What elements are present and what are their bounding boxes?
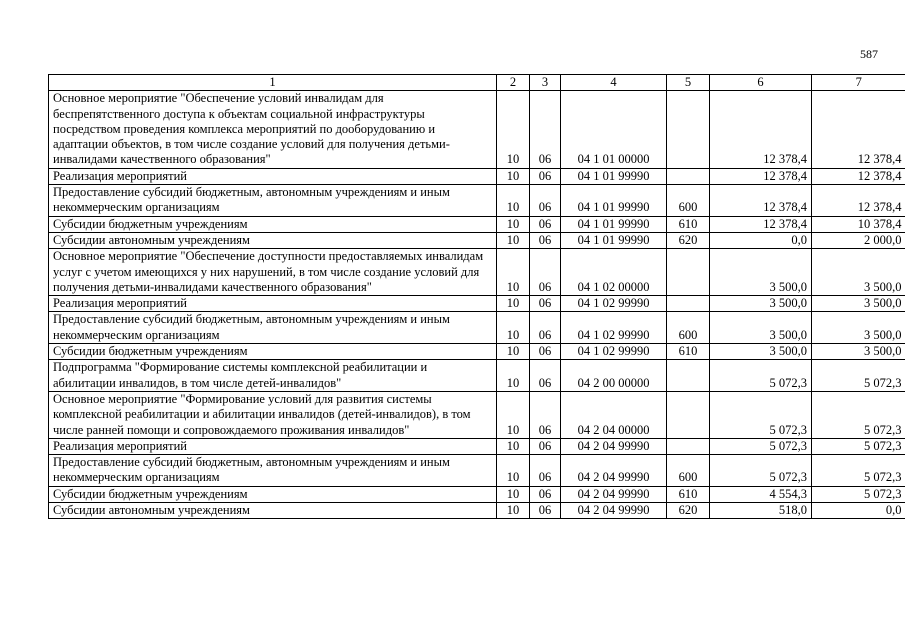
row-name-cell: Субсидии бюджетным учреждениям: [49, 344, 497, 360]
row-amount-2-cell: 5 072,3: [812, 455, 905, 487]
table-row: [49, 216, 905, 232]
row-subsection-cell: 06: [530, 232, 561, 248]
row-target-article-cell: 04 2 04 99990: [561, 455, 667, 487]
row-expense-type-cell: 620: [667, 232, 710, 248]
row-subsection-cell: 06: [530, 216, 561, 232]
row-section-cell: 10: [497, 249, 530, 296]
table-header-row: [49, 75, 905, 91]
row-expense-type-cell: [667, 360, 710, 392]
row-amount-2-cell: 5 072,3: [812, 360, 905, 392]
table-row: [49, 185, 905, 217]
row-target-article-cell: 04 2 04 99990: [561, 503, 667, 519]
table-row: [49, 249, 905, 296]
row-amount-2-cell: 2 000,0: [812, 232, 905, 248]
row-amount-1-cell: 3 500,0: [710, 296, 812, 312]
row-subsection-cell: 06: [530, 503, 561, 519]
row-section-cell: 10: [497, 312, 530, 344]
row-name-cell: Основное мероприятие "Формирование условий для развития системы комплексной реабилитации и абилитации инвалидов (детей-инвалидов), в том числе ранней помощи и сопровождаемого проживания инвалидов": [49, 391, 497, 438]
row-subsection-cell: 06: [530, 312, 561, 344]
table-row: [49, 486, 905, 502]
column-header-7: 7: [812, 75, 905, 91]
row-amount-1-cell: 3 500,0: [710, 312, 812, 344]
table-row: [49, 455, 905, 487]
row-target-article-cell: 04 1 02 99990: [561, 344, 667, 360]
table-row: [49, 344, 905, 360]
row-expense-type-cell: 620: [667, 503, 710, 519]
row-target-article-cell: 04 2 04 99990: [561, 438, 667, 454]
row-subsection-cell: 06: [530, 168, 561, 184]
row-target-article-cell: 04 1 01 99990: [561, 168, 667, 184]
row-section-cell: 10: [497, 486, 530, 502]
row-section-cell: 10: [497, 503, 530, 519]
row-name-cell: Субсидии бюджетным учреждениям: [49, 486, 497, 502]
row-name-cell: Предоставление субсидий бюджетным, автономным учреждениям и иным некоммерческим организациям: [49, 455, 497, 487]
row-subsection-cell: 06: [530, 438, 561, 454]
row-section-cell: 10: [497, 455, 530, 487]
row-amount-1-cell: 0,0: [710, 232, 812, 248]
budget-table-body: [49, 75, 905, 519]
table-row: [49, 312, 905, 344]
row-expense-type-cell: 610: [667, 486, 710, 502]
row-expense-type-cell: 600: [667, 455, 710, 487]
row-amount-1-cell: 12 378,4: [710, 168, 812, 184]
row-amount-1-cell: 12 378,4: [710, 216, 812, 232]
row-section-cell: 10: [497, 438, 530, 454]
page-number: 587: [860, 47, 878, 61]
row-amount-2-cell: 5 072,3: [812, 438, 905, 454]
row-section-cell: 10: [497, 168, 530, 184]
row-section-cell: 10: [497, 91, 530, 168]
row-target-article-cell: 04 2 00 00000: [561, 360, 667, 392]
row-target-article-cell: 04 2 04 99990: [561, 486, 667, 502]
row-expense-type-cell: [667, 168, 710, 184]
row-amount-2-cell: 12 378,4: [812, 185, 905, 217]
row-expense-type-cell: [667, 296, 710, 312]
row-amount-2-cell: 5 072,3: [812, 486, 905, 502]
row-section-cell: 10: [497, 232, 530, 248]
row-amount-2-cell: 5 072,3: [812, 391, 905, 438]
row-name-cell: Основное мероприятие "Обеспечение условий инвалидам для беспрепятственного доступа к объектам социальной инфраструктуры посредством проведения комплекса мероприятий по дооборудованию и адаптации объектов, в том числе создание условий для получения детьми-инвалидами качественного образования": [49, 91, 497, 168]
row-subsection-cell: 06: [530, 391, 561, 438]
row-subsection-cell: 06: [530, 91, 561, 168]
row-subsection-cell: 06: [530, 185, 561, 217]
row-name-cell: Подпрограмма "Формирование системы комплексной реабилитации и абилитации инвалидов, в том числе детей-инвалидов": [49, 360, 497, 392]
table-row: [49, 391, 905, 438]
row-subsection-cell: 06: [530, 344, 561, 360]
row-amount-1-cell: 3 500,0: [710, 249, 812, 296]
row-name-cell: Субсидии автономным учреждениям: [49, 503, 497, 519]
row-name-cell: Реализация мероприятий: [49, 438, 497, 454]
row-amount-1-cell: 5 072,3: [710, 360, 812, 392]
table-row: [49, 438, 905, 454]
row-expense-type-cell: [667, 438, 710, 454]
row-subsection-cell: 06: [530, 486, 561, 502]
row-amount-2-cell: 3 500,0: [812, 312, 905, 344]
row-section-cell: 10: [497, 391, 530, 438]
row-amount-2-cell: 0,0: [812, 503, 905, 519]
column-header-1: 1: [49, 75, 497, 91]
budget-table: [48, 74, 905, 519]
row-name-cell: Основное мероприятие "Обеспечение доступности предоставляемых инвалидам услуг с учетом имеющихся у них нарушений, в том числе создание условий для получения детьми-инвалидами качественного образования": [49, 249, 497, 296]
row-section-cell: 10: [497, 216, 530, 232]
column-header-5: 5: [667, 75, 710, 91]
row-expense-type-cell: [667, 91, 710, 168]
row-target-article-cell: 04 1 01 99990: [561, 216, 667, 232]
row-target-article-cell: 04 1 02 99990: [561, 296, 667, 312]
table-row: [49, 296, 905, 312]
row-amount-2-cell: 10 378,4: [812, 216, 905, 232]
row-expense-type-cell: 600: [667, 185, 710, 217]
row-subsection-cell: 06: [530, 360, 561, 392]
table-row: [49, 168, 905, 184]
row-name-cell: Реализация мероприятий: [49, 168, 497, 184]
row-section-cell: 10: [497, 360, 530, 392]
row-target-article-cell: 04 1 01 00000: [561, 91, 667, 168]
row-name-cell: Предоставление субсидий бюджетным, автономным учреждениям и иным некоммерческим организациям: [49, 185, 497, 217]
table-row: [49, 360, 905, 392]
row-expense-type-cell: 600: [667, 312, 710, 344]
row-target-article-cell: 04 1 01 99990: [561, 185, 667, 217]
row-section-cell: 10: [497, 185, 530, 217]
row-expense-type-cell: 610: [667, 216, 710, 232]
column-header-4: 4: [561, 75, 667, 91]
row-section-cell: 10: [497, 296, 530, 312]
row-name-cell: Субсидии бюджетным учреждениям: [49, 216, 497, 232]
row-expense-type-cell: [667, 249, 710, 296]
row-subsection-cell: 06: [530, 296, 561, 312]
row-amount-2-cell: 3 500,0: [812, 296, 905, 312]
row-subsection-cell: 06: [530, 249, 561, 296]
row-amount-2-cell: 3 500,0: [812, 249, 905, 296]
column-header-6: 6: [710, 75, 812, 91]
row-amount-1-cell: 12 378,4: [710, 91, 812, 168]
row-amount-2-cell: 12 378,4: [812, 168, 905, 184]
row-amount-1-cell: 4 554,3: [710, 486, 812, 502]
row-subsection-cell: 06: [530, 455, 561, 487]
row-amount-1-cell: 518,0: [710, 503, 812, 519]
row-amount-2-cell: 12 378,4: [812, 91, 905, 168]
row-target-article-cell: 04 1 02 00000: [561, 249, 667, 296]
row-target-article-cell: 04 1 01 99990: [561, 232, 667, 248]
column-header-2: 2: [497, 75, 530, 91]
row-section-cell: 10: [497, 344, 530, 360]
row-name-cell: Субсидии автономным учреждениям: [49, 232, 497, 248]
row-amount-1-cell: 5 072,3: [710, 391, 812, 438]
table-row: [49, 503, 905, 519]
row-expense-type-cell: [667, 391, 710, 438]
row-amount-1-cell: 12 378,4: [710, 185, 812, 217]
row-amount-1-cell: 5 072,3: [710, 438, 812, 454]
row-amount-1-cell: 5 072,3: [710, 455, 812, 487]
table-row: [49, 232, 905, 248]
row-name-cell: Реализация мероприятий: [49, 296, 497, 312]
row-target-article-cell: 04 1 02 99990: [561, 312, 667, 344]
column-header-3: 3: [530, 75, 561, 91]
row-amount-1-cell: 3 500,0: [710, 344, 812, 360]
row-target-article-cell: 04 2 04 00000: [561, 391, 667, 438]
table-row: [49, 91, 905, 168]
row-name-cell: Предоставление субсидий бюджетным, автономным учреждениям и иным некоммерческим организациям: [49, 312, 497, 344]
row-expense-type-cell: 610: [667, 344, 710, 360]
row-amount-2-cell: 3 500,0: [812, 344, 905, 360]
